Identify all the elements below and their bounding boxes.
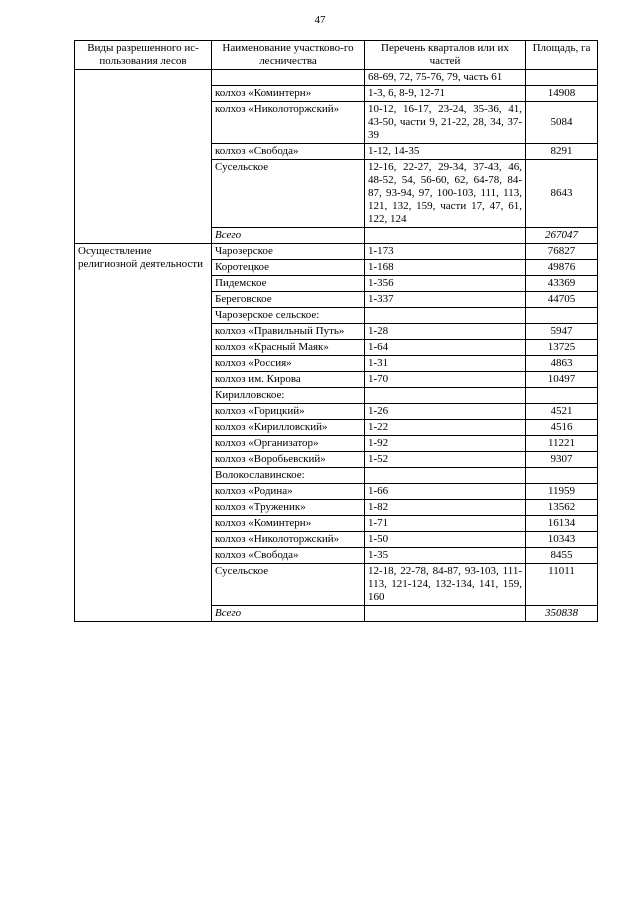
forestry-name: Коротецкое [212,260,365,276]
forestry-name: колхоз «Родина» [212,484,365,500]
area-value: 8291 [526,144,598,160]
quarters-list: 1-12, 14-35 [365,144,526,160]
quarters-list: 68-69, 72, 75-76, 79, часть 61 [365,70,526,86]
forestry-name: Пидемское [212,276,365,292]
area-value: 4516 [526,420,598,436]
area-value: 10497 [526,372,598,388]
area-value: 5084 [526,102,598,144]
forestry-name: колхоз «Николоторжский» [212,102,365,144]
area-value: 8643 [526,160,598,228]
area-value [526,308,598,324]
quarters-list: 1-26 [365,404,526,420]
area-value: 43369 [526,276,598,292]
forestry-name: колхоз «Воробьевский» [212,452,365,468]
area-value [526,388,598,404]
total-label: Всего [212,228,365,244]
quarters-list: 1-3, 6, 8-9, 12-71 [365,86,526,102]
forestry-name: Чарозерское [212,244,365,260]
use-type-cell-continued [75,70,212,244]
quarters-list: 12-18, 22-78, 84-87, 93-103, 111-113, 121-124, 132-134, 141, 159, 160 [365,564,526,606]
quarters-list: 1-70 [365,372,526,388]
quarters-list: 1-31 [365,356,526,372]
table-row [75,244,598,260]
page-number: 47 [314,14,326,26]
forestry-name: колхоз «Коминтерн» [212,86,365,102]
quarters-list: 1-22 [365,420,526,436]
header-use-type: Виды разрешенного ис-пользования лесов [75,41,212,70]
forestry-group-heading: Волокославинское: [212,468,365,484]
quarters-list: 1-64 [365,340,526,356]
quarters-list: 1-92 [365,436,526,452]
quarters-list: 1-337 [365,292,526,308]
quarters-list: 1-35 [365,548,526,564]
area-value: 14908 [526,86,598,102]
area-value: 9307 [526,452,598,468]
forestry-name: колхоз «Горицкий» [212,404,365,420]
total-label: Всего [212,606,365,622]
quarters-list: 1-52 [365,452,526,468]
quarters-list [365,468,526,484]
forestry-name: колхоз «Николоторжский» [212,532,365,548]
total-quarters-empty [365,606,526,622]
forestry-group-heading: Чарозерское сельское: [212,308,365,324]
header-quarters: Перечень кварталов или их частей [365,41,526,70]
forestry-name: колхоз «Кирилловский» [212,420,365,436]
forestry-name: колхоз «Красный Маяк» [212,340,365,356]
forestry-name: Береговское [212,292,365,308]
header-area: Площадь, га [526,41,598,70]
quarters-list: 1-173 [365,244,526,260]
quarters-list [365,308,526,324]
area-value [526,70,598,86]
forestry-name [212,70,365,86]
forestry-group-heading: Кирилловское: [212,388,365,404]
table-row [75,70,598,86]
area-value: 49876 [526,260,598,276]
quarters-list: 1-66 [365,484,526,500]
quarters-list: 1-71 [365,516,526,532]
area-value: 11959 [526,484,598,500]
forestry-name: колхоз «Свобода» [212,144,365,160]
area-value: 11011 [526,564,598,606]
table-header-row [75,41,598,70]
forestry-name: колхоз «Организатор» [212,436,365,452]
quarters-list [365,388,526,404]
forestry-name: колхоз «Россия» [212,356,365,372]
quarters-list: 12-16, 22-27, 29-34, 37-43, 46, 48-52, 54, 56-60, 62, 64-78, 84-87, 93-94, 97, 100-103, 111, 113, 121, 132, 159, части 17, 47, 61, 122, 124 [365,160,526,228]
total-area: 350838 [526,606,598,622]
area-value: 4521 [526,404,598,420]
use-type-cell: Осуществление религиозной деятельности [75,244,212,622]
area-value: 13725 [526,340,598,356]
total-area: 267047 [526,228,598,244]
quarters-list: 1-50 [365,532,526,548]
forestry-name: колхоз «Правильный Путь» [212,324,365,340]
area-value [526,468,598,484]
quarters-list: 1-82 [365,500,526,516]
area-value: 44705 [526,292,598,308]
area-value: 13562 [526,500,598,516]
total-quarters-empty [365,228,526,244]
area-value: 5947 [526,324,598,340]
quarters-list: 1-168 [365,260,526,276]
area-value: 8455 [526,548,598,564]
forestry-name: колхоз «Коминтерн» [212,516,365,532]
area-value: 11221 [526,436,598,452]
quarters-list: 10-12, 16-17, 23-24, 35-36, 41, 43-50, части 9, 21-22, 28, 34, 37-39 [365,102,526,144]
area-value: 76827 [526,244,598,260]
area-value: 16134 [526,516,598,532]
forest-use-table [74,40,598,622]
forestry-name: колхоз «Свобода» [212,548,365,564]
forestry-name: колхоз «Труженик» [212,500,365,516]
header-forestry: Наименование участково-го лесничества [212,41,365,70]
quarters-list: 1-28 [365,324,526,340]
forestry-name: Сусельское [212,160,365,228]
forestry-name: Сусельское [212,564,365,606]
area-value: 10343 [526,532,598,548]
area-value: 4863 [526,356,598,372]
quarters-list: 1-356 [365,276,526,292]
forestry-name: колхоз им. Кирова [212,372,365,388]
